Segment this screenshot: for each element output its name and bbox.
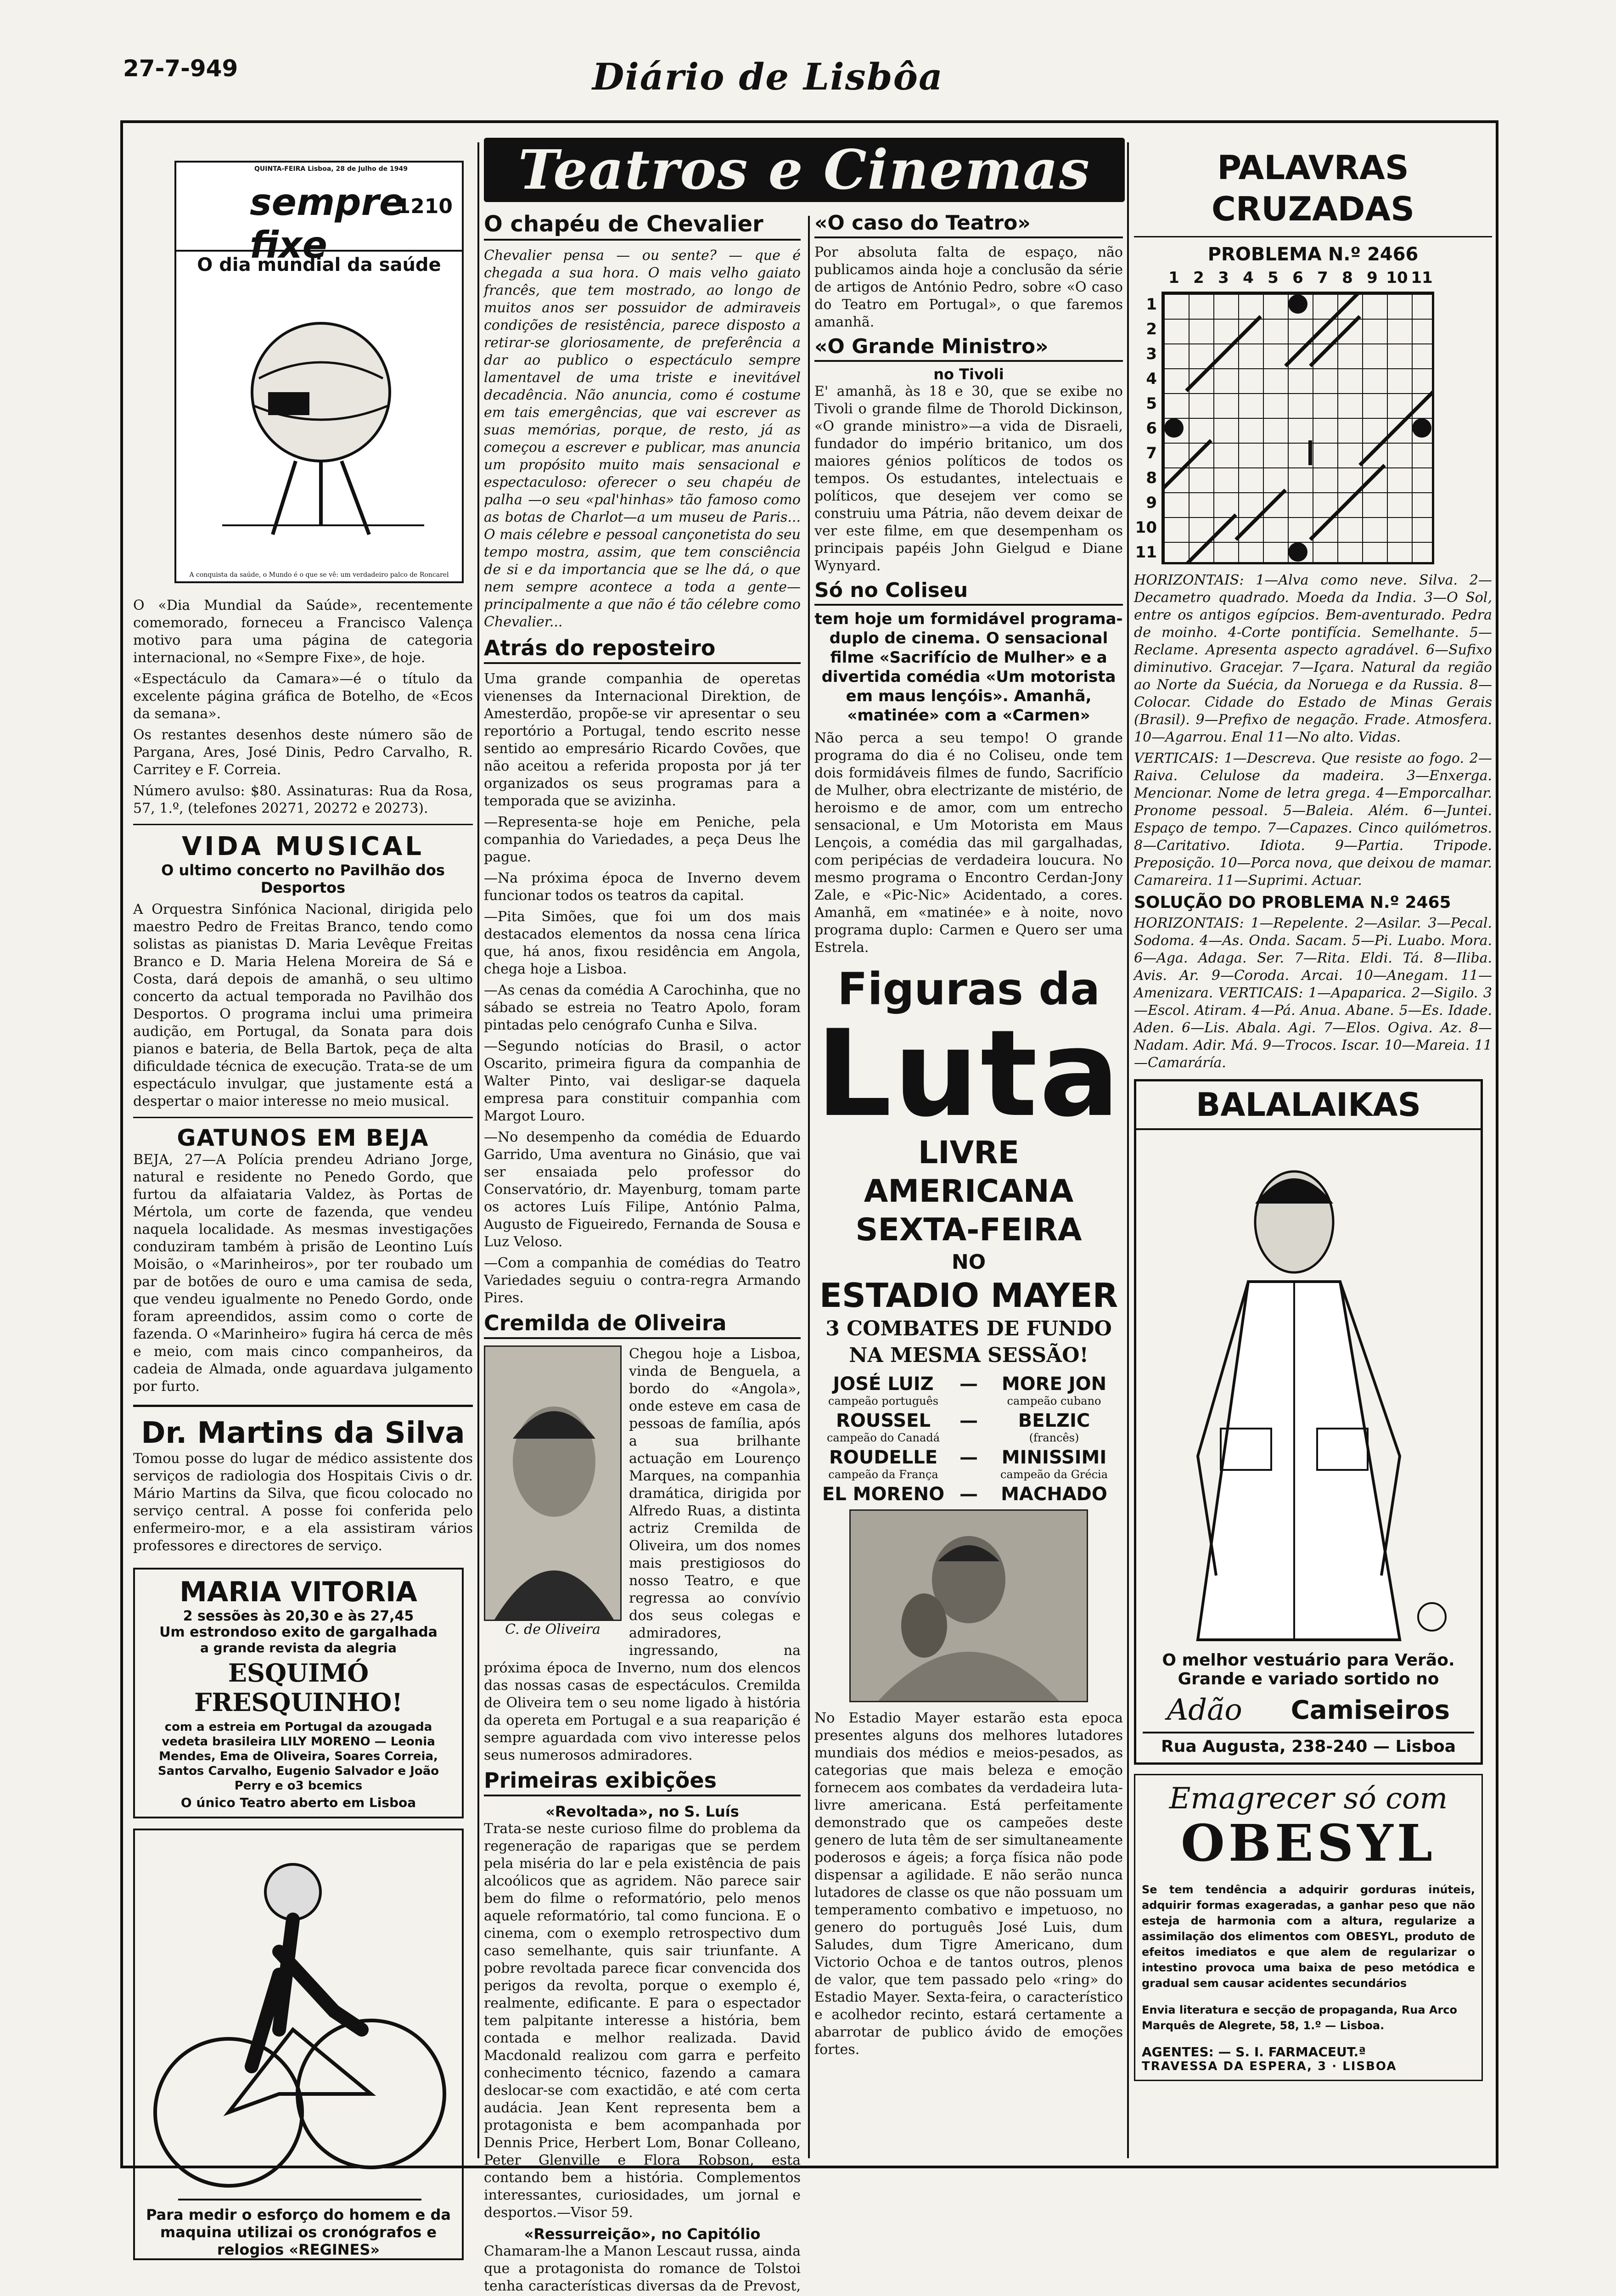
article-body: No Estadio Mayer estarão esta epoca presentes alguns dos melhores lutadores mundiais dos médios e meios-pesados, as categorias que mais beleza e emoção fornecem aos combates da verdadeira luta-livre americana. Está perfeitamente demonstrado que os campeões deste genero de luta têm de ser simultaneamente poderosos e ágeis; a força física não pode dispensar a agilidade. E não serão nunca lutadores de classe os que não possuam um temperamento combativo e impetuoso, no genero do português José Luis, dum Saludes, dum Tigre Americano, dum Victorio Ochoa e de tantos outros, plenos de valor, que tem passado pelo «ring» do Estadio Mayer. Sexta-feira, o característico e acolhedor recinto, estará certamente a abarrotar de publico ávido de emoções fortes. (814, 1710, 1123, 2058)
cartoon-date: QUINTA-FEIRA Lisboa, 28 de Julho de 1949 (254, 165, 408, 173)
ad-body: com a estreia em Portugal da azougada vedeta brasileira LILY MORENO — Leonia Mendes, Ema de Oliveira, Soares Correia, Santos Carvalho, Eugenio Salvador e João Perry e o3 bcemics (157, 1720, 439, 1793)
section-banner (484, 138, 1125, 202)
intro-paragraph: Número avulso: $80. Assinaturas: Rua da Rosa, 57, 1.º, (telefones 20271, 20272 e 20273). (133, 783, 473, 816)
article-body: Trata-se neste curioso filme do problema da regeneração de raparigas que se perdem pela miséria do lar e pela existência de pais alcoólicos que as agridem. Não parece sair bem do filme o reformatório, pelo menos aquele reformatório, tal como funciona. E o cinema, com o exemplo retrospectivo dum caso semelhante, quis sair triunfante. A pobre revoltada parece ficar convencida dos perigos da revolta, porque o exemplo é, realmente, edificante. E para o espectador tem palpitante interesse a história, bem contada e melhor realizada. David Macdonald realizou com garra e perfeito conhecimento técnico, fazendo a camara deslocar-se com exactidão, e até com certa audácia. Jean Kent representa bem a protagonista e bem acompanhada por Dennis Price, Herbert Lom, Bonar Colleano, Peter Glenville e Flora Robson, esta contando bem a história. Complementos interessantes, curiosidades, um jornal e desportos.—Visor 59. (484, 1821, 801, 2221)
crossword-black-cell (1412, 418, 1431, 438)
article-body: A Orquestra Sinfónica Nacional, dirigida pelo maestro Pedro de Freitas Branco, tendo como solistas as pianistas D. Maria Levêque Freitas Branco e D. Maria Helena Moreira de Sá e Costa, dará depois de amanhã, o seu ultimo concerto da actual temporada no Pavilhão dos Desportos. O programa inclui uma primeira audição, em Portugal, da Sonata para dois pianos e bateria, de Bella Bartok, peça de alta dificuldade técnica de execução. Trata-se de um espectáculo invulgar, que justamente está a despertar o maior interesse no meio musical. (133, 901, 473, 1109)
bout-row (814, 1447, 1123, 1481)
ad-script: Emagrecer só com (1169, 1782, 1448, 1816)
ad-line: O melhor vestuário para Verão. (1162, 1651, 1455, 1670)
ad-footer: O único Teatro aberto em Lisboa (180, 1795, 416, 1810)
fighter-title: campeão cubano (1007, 1395, 1101, 1407)
cartoon-issue: 1210 (396, 195, 453, 218)
ad-line: Figuras da (837, 963, 1100, 1015)
divider (133, 1405, 473, 1407)
fighter-name: BELZIC (1018, 1410, 1090, 1431)
portrait-caption: C. de Oliveira (505, 1621, 600, 1638)
article-headline: «O caso do Teatro» (814, 211, 1123, 238)
article-headline: Cremilda de Oliveira (484, 1311, 801, 1339)
ad-agents: AGENTES: — S. I. FARMACEUT.ª (1142, 2044, 1366, 2060)
solution-text: HORIZONTAIS: 1—Repelente. 2—Asilar. 3—Pecal. Sodoma. 4—As. Onda. Sacam. 5—Pi. Luabo. Mora. 6—Aga. Adaga. Ser. 7—Rita. Eldi. Tá. 8—Iliba. Avis. Ar. 9—Coroda. Arcai. 10—Anegam. 11—Amenizara. VERTICAIS: 1—Apaparica. 2—Sigilo. 3—Escol. Atiram. 4—Pá. Anua. Abane. 5—Es. Idade. Aden. 6—Lis. Abala. Agi. 7—Elos. Ogiva. Az. 8—Nadam. Adir. Má. 9—Trocos. Iscar. 10—Mareia. 11—Camaráría. (1134, 915, 1492, 1071)
bout-row (814, 1484, 1123, 1505)
cartoon-banner: O dia mundial da saúde (197, 254, 441, 276)
reposteiro-article (484, 636, 801, 1307)
crossword-column-number: 5 (1268, 269, 1279, 287)
ad-line: NA MESMA SESSÃO! (849, 1344, 1089, 1367)
crossword-row-number: 1 (1146, 295, 1157, 314)
crossword-row-number: 3 (1146, 345, 1157, 363)
primeiras-article (484, 1768, 801, 2296)
article-headline: Só no Coliseu (814, 579, 1123, 606)
ad-line: Um estrondoso exito de gargalhada (159, 1624, 438, 1640)
crossword-diagonal-block (1186, 316, 1261, 391)
film-headline: «Revoltada», no S. Luís (545, 1803, 739, 1820)
crossword-problem: PROBLEMA N.º 2466 (1207, 244, 1419, 265)
crossword-row-number: 2 (1146, 320, 1157, 338)
article-paragraph: —Na próxima época de Inverno devem funcionar todos os teatros da capital. (484, 870, 801, 904)
crossword-row-number: 9 (1146, 494, 1157, 512)
article-body: Chevalier pensa — ou sente? — que é chegada a sua hora. O mais velho gaiato francês, que tem mostrado, ao longo de muitos anos ser possuidor de admiraveis condições de resistência, parece disposto a retirar-se gloriosamente, de preferência a dar ao publico o espectáculo sempre lamentavel de uma triste e inevitável decadência. Não anuncia, como é costume em tais emergências, que vai escrever as suas memórias, porque, de resto, já as começou a escrever e publicar, mas anuncia um propósito muito mais sensacional e espectaculoso: oferecer o seu chapéu de palha —o seu «pal'hinhas» tão famoso como as botas de Charlot—a um museu de Paris... O mais célebre e pessoal cançonetista do seu tempo mostra, assim, que tem consciência de si e da importancia que se lhe dá, o que nem sempre acontece a toda a gente—principalmente a que não é tão célebre como Chevalier... (484, 248, 801, 630)
crossword-row-number: 11 (1135, 543, 1157, 562)
crossword-diagonal-block (1236, 490, 1285, 540)
column-2-left (484, 211, 801, 2296)
caso-article (814, 211, 1123, 331)
column-rule (1127, 142, 1129, 2158)
ministro-article (814, 335, 1123, 575)
globe-figure-illustration (204, 287, 438, 544)
article-body: Por absoluta falta de espaço, não publicamos ainda hoje a conclusão da série de artigos de António Pedro, sobre «O caso do Teatro em Portugal», o que faremos amanhã. (814, 244, 1123, 330)
crossword-row-number: 7 (1146, 444, 1157, 462)
crossword-column-number: 2 (1193, 269, 1204, 287)
ad-address: TRAVESSA DA ESPERA, 3 · LISBOA (1142, 2060, 1397, 2073)
crossword-black-cell (1288, 542, 1307, 562)
crossword-column-number: 11 (1411, 269, 1433, 287)
vs-dash: — (960, 1410, 978, 1431)
regines-ad (133, 1829, 464, 2260)
cyclist-illustration (141, 1837, 458, 2204)
ad-text: Para medir o esforço do homem e da maquina utilizai os cronógrafos e relogios «REGINES» (146, 2206, 451, 2258)
column-3 (814, 211, 1123, 2062)
article-paragraph: —Segundo notícias do Brasil, o actor Oscarito, primeira figura da companhia de Walter Pinto, vai desligar-se daquela empresa para constituir companhia com Margot Louro. (484, 1038, 801, 1124)
newspaper-title: Diário de Lisbôa (592, 55, 943, 98)
crossword-row-number: 4 (1146, 370, 1157, 388)
article-body: Não perca a seu tempo! O grande programa do dia é no Coliseu, onde tem dois formidáveis filmes de fundo, Sacrifício de Mulher, obra electrizante de mistério, de heroismo e de amor, com um entrecho sensacional, e Um Motorista em Maus Lençois, a comédia das mil gargalhadas, com peripécias de verdadeira loucura. No mesmo programa o Encontro Cerdan-Jony Zale, e «Pic-Nic» Acidentado, a cores. Amanhã, em «matinée» e à noite, novo programa duplo: Carmen e Quero ser uma Estrela. (814, 730, 1123, 956)
crossword-column-number: 4 (1243, 269, 1254, 287)
crossword-column-number: 6 (1292, 269, 1303, 287)
bout-row (814, 1410, 1123, 1444)
article-headline: GATUNOS EM BEJA (177, 1125, 429, 1151)
article-body: Tomou posse do lugar de médico assistente dos serviços de radiologia dos Hospitais Civis o dr. Mário Martins da Silva, que ficou colocado no serviço central. A posse foi conferida pelo enfermeiro-mor, e a ela assistiram vários professores e directores de serviço. (133, 1451, 473, 1554)
ad-address: Rua Augusta, 238-240 — Lisboa (1143, 1732, 1474, 1756)
fighter-name: ROUSSEL (836, 1410, 931, 1431)
cremilda-portrait (484, 1345, 622, 1621)
maria-vitoria-ad (133, 1568, 464, 1818)
crossword-diagonal-block (1310, 465, 1385, 540)
crossword-column-number: 7 (1317, 269, 1328, 287)
luta-livre-ad (814, 964, 1123, 2059)
fighter-name: MORE JON (1001, 1373, 1107, 1395)
article-paragraph: —Com a companhia de comédias do Teatro Variedades seguiu o contra-regra Armando Pires. (484, 1255, 801, 1306)
crossword-column-number: 3 (1218, 269, 1229, 287)
crossword-row-number: 5 (1146, 394, 1157, 413)
divider (1134, 236, 1492, 237)
divider (133, 824, 473, 825)
crossword-row-number: 6 (1146, 419, 1157, 438)
ad-line: Grande e variado sortido no (1178, 1670, 1439, 1688)
article-paragraph: —As cenas da comédia A Carochinha, que no sábado se estreia no Teatro Apolo, foram pintadas pelo cenógrafo Cunha e Silva. (484, 982, 801, 1033)
article-headline: «O Grande Ministro» (814, 335, 1123, 362)
fighter-name: MINISSIMI (1001, 1447, 1107, 1468)
man-in-jacket-illustration (1143, 1135, 1473, 1649)
wrestler-photo (849, 1509, 1088, 1702)
article-subheadline: no Tivoli (933, 366, 1004, 383)
article-body: Chamaram-lhe a Manon Lescaut russa, ainda que a protagonista do romance de Tolstoi tenha características diversas da de Prevost, (484, 2243, 801, 2294)
article-subheadline: O ultimo concerto no Pavilhão dos Desportos (161, 861, 445, 896)
article-paragraph: Uma grande companhia de operetas vienenses da Internacional Direktion, de Amesterdão, propõe-se vir apresentar o seu reportório a Portugal, tendo escrito nesse sentido ao empresário Ricardo Covões, que não aceitou a referida proposta por já ter organizados os seus programas para a temporada que se avizinha. (484, 671, 801, 809)
cremilda-article (484, 1311, 801, 1768)
article-paragraph: —Representa-se hoje em Peniche, pela companhia do Variedades, a peça Deus lhe pague. (484, 814, 801, 865)
crossword-black-cell (1164, 418, 1184, 438)
page-date: 27-7-949 (123, 55, 238, 82)
bout-list (814, 1373, 1123, 1505)
article-body: E' amanhã, às 18 e 30, que se exibe no Tivoli o grande filme de Thorold Dickinson, «O grande ministro»—a vida de Disraeli, fundador do império britanico, um dos maiores génios políticos de todos os tempos. Os estudantes, intelectuais e políticos, que desejem ver como se construiu uma Pátria, não devem deixar de ver este filme, em que desempenham os principais papéis John Gielgud e Diane Wynyard. (814, 383, 1123, 574)
ad-line: LIVRE AMERICANA (864, 1135, 1074, 1210)
intro-paragraph: «Espectáculo da Camara»—é o título da excelente página gráfica de Botelho, de «Ecos da semana». (133, 671, 473, 722)
column-1 (133, 138, 473, 2260)
vs-dash: — (960, 1447, 978, 1468)
crossword-diagonal-block (1186, 515, 1236, 564)
teatros-banner-text: Teatros e Cinemas (518, 138, 1091, 202)
sempre-fixe-intro (133, 597, 473, 817)
ad-title: MARIA VITORIA (180, 1576, 417, 1608)
ad-line: ESTADIO MAYER (819, 1276, 1118, 1315)
ad-title: BALALAIKAS (1136, 1081, 1481, 1130)
fighter-name: EL MORENO (822, 1484, 945, 1505)
crossword-black-cells (1162, 292, 1434, 564)
solution-title: SOLUÇÃO DO PROBLEMA N.º 2465 (1134, 893, 1451, 912)
article-paragraph: —Pita Simões, que foi um dos mais destacados elementos da nossa cena lírica que, há anos, fixou residência em Angola, chega hoje a Lisboa. (484, 909, 801, 977)
ad-show-title: ESQUIMÓ FRESQUINHO! (194, 1658, 403, 1717)
martins-article (133, 1416, 473, 1555)
cartoon-illustration (174, 161, 464, 583)
ad-big-word: Luta (815, 1005, 1122, 1143)
intro-paragraph: O «Dia Mundial da Saúde», recentemente comemorado, forneceu a Francisco Valença motivo para uma página de categoria internacional, no «Sempre Fixe», de hoje. (133, 597, 473, 666)
fighter-title: campeão português (828, 1395, 939, 1407)
article-headline: Atrás do reposteiro (484, 636, 801, 664)
article-body: BEJA, 27—A Polícia prendeu Adriano Jorge, natural e residente no Penedo Gordo, que furtou da alfaiataria Valdez, às Portas de Mértola, um corte de fazenda, que vendeu naquela localidade. As mesmas investigações conduziram também à prisão de Leontino Luís Moisão, o «Marinheiros», por ter roubado um par de botões de ouro e uma camisa de seda, que vendeu igualmente no Penedo Gordo, onde foram apreendidos, assim como o corte de fazenda. O «Marinheiro» fugira há cerca de mês e meio, com mais cinco companheiros, da cadeia de Almada, onde aguardava julgamento por furto. (133, 1152, 473, 1395)
vs-dash: — (960, 1484, 978, 1505)
crossword-section (1134, 147, 1492, 1072)
ad-times: 2 sessões às 20,30 e às 27,45 (183, 1608, 414, 1624)
crossword-row-number: 10 (1135, 518, 1157, 537)
crossword-column-number: 1 (1168, 269, 1179, 287)
ad-title: OBESYL (1181, 1813, 1436, 1873)
article-headline: VIDA MUSICAL (182, 832, 424, 861)
intro-paragraph: Os restantes desenhos deste número são de Pargana, Ares, José Dinis, Pedro Carvalho, R. Carritey e F. Correia. (133, 727, 473, 778)
fighter-title: campeão da França (828, 1468, 938, 1481)
fighter-name: JOSÉ LUIZ (833, 1373, 934, 1395)
ad-line: NO (951, 1250, 986, 1274)
chapeu-article (484, 211, 801, 631)
crossword-black-cell (1288, 294, 1307, 314)
crossword-column-number: 9 (1367, 269, 1378, 287)
ad-line: 3 COMBATES DE FUNDO (825, 1317, 1112, 1340)
bout-row (814, 1373, 1123, 1407)
ad-line: SEXTA-FEIRA (855, 1212, 1082, 1248)
article-headline: Dr. Martins da Silva (141, 1416, 465, 1450)
cartoon-masthead-word: sempre fixe (250, 181, 404, 266)
brand-script: Adão (1167, 1693, 1242, 1727)
portrait-block (484, 1345, 622, 1642)
fighter-title: campeão da Grécia (1000, 1468, 1108, 1481)
crossword-column-number: 10 (1386, 269, 1408, 287)
crossword-diagonal-block (1162, 440, 1211, 490)
crossword-row-number: 8 (1146, 469, 1157, 487)
ad-line: a grande revista da alegria (200, 1640, 397, 1655)
fighter-name: ROUDELLE (829, 1447, 938, 1468)
coliseu-article (814, 579, 1123, 957)
crossword-title: PALAVRAS CRUZADAS (1211, 148, 1415, 228)
article-headline: Primeiras exibições (484, 1768, 801, 1796)
vs-dash: — (960, 1373, 978, 1395)
crossword-verticais: VERTICAIS: 1—Descreva. Que resiste ao fogo. 2—Raiva. Celulose da madeira. 3—Enxerga. Mencionar. Nome de letra grega. 4—Emporcalhar. Pronome pessoal. 5—Baleia. Além. 6—Juntei. Espaço de tempo. 7—Capazes. Cinco quilómetros. 8—Caritativo. Idiota. 9—Partia. Tripode. Preposição. 10—Porca nova, que deixou de mamar. Camareira. 11—Suprimi. Actuar. (1134, 750, 1492, 889)
column-rule (477, 142, 479, 2158)
coliseu-lead: tem hoje um formidável programa-duplo de cinema. O sensacional filme «Sacrifício de Mulher» e a divertida comédia «Um motorista em maus lençóis». Amanhã, «matinée» com a «Carmen» (814, 610, 1123, 725)
fighter-name: MACHADO (1001, 1484, 1107, 1505)
article-headline: O chapéu de Chevalier (484, 211, 801, 241)
crossword-grid (1134, 269, 1483, 572)
ad-line: Envia literatura e secção de propaganda, Rua Arco Marquês de Alegrete, 58, 1.º — Lisboa. (1142, 2003, 1458, 2032)
brand-name: Camiseiros (1291, 1695, 1450, 1725)
fighter-title: (francês) (1029, 1431, 1079, 1444)
vida-musical-article (133, 832, 473, 1110)
column-rule (808, 216, 810, 2158)
article-body: Chegou hoje a Lisboa, vinda de Benguela, a bordo do «Angola», onde esteve em casa de pessoas de família, após a sua brilhante actuação em Lourenço Marques, na companhia dramática, dirigida por Alfredo Ruas, a distinta actriz Cremilda de Oliveira, um dos nomes mais prestigiosos do nosso Teatro, e que regressa ao convívio dos seus colegas e admiradores, ingressando, na próxima época de Inverno, num dos elencos das nossas casas de espectáculos. Cremilda de Oliveira tem o seu nome ligado à história da opereta em Portugal e a sua reaparição é sempre aguardada com vivo interesse pelos seus numerosos admiradores. (484, 1346, 801, 1763)
ad-body: Se tem tendência a adquirir gorduras inúteis, adquirir formas exageradas, a ganhar peso que não esteja de harmonia com a altura, regularize a assimilação dos elimentos com OBESYL, produto de efeitos imediatos e que alem de regularizar o intestino provoca uma baixa de peso metódica e gradual sem causar acidentes secundários (1142, 1883, 1475, 1990)
obesyl-ad (1134, 1774, 1483, 2081)
article-paragraph: —No desempenho da comédia de Eduardo Garrido, Uma aventura no Ginásio, que vai ser ensaiada pelo professor do Conservatório, dr. Mayenburg, tomam parte os actores Luís Filipe, António Palma, Augusto de Figueiredo, Fernanda de Sousa e Luz Veloso. (484, 1129, 801, 1250)
gatunos-article (133, 1125, 473, 1396)
film-headline: «Ressurreição», no Capitólio (524, 2225, 761, 2243)
crossword-horizontais: HORIZONTAIS: 1—Alva como neve. Silva. 2—Decametro quadrado. Moeda da India. 3—O Sol, entre os antigos egípcios. Bem-aventurado. Pedra de moinho. 4-Corte pontifícia. Semelhante. 5—Reclame. Apresenta aspecto agradável. 6—Sufixo diminutivo. Gracejar. 7—Içara. Natural da região ao Norte da Suécia, da Noruega e da Russia. 8—Colocar. Cidade do Estado de Minas Gerais (Brasil). 9—Prefixo de negação. Frade. Atmosfera. 10—Agarrou. Enal 11—No alto. Vidas. (1134, 572, 1492, 745)
column-2 (484, 138, 1127, 202)
crossword-column-number: 8 (1342, 269, 1353, 287)
column-4 (1134, 138, 1492, 2081)
fighter-title: campeão do Canadá (826, 1431, 940, 1444)
divider (133, 1117, 473, 1118)
balalaikas-ad (1134, 1079, 1483, 1765)
cartoon-caption: A conquista da saúde, o Mundo é o que se vê: um verdadeiro palco de Roncarel (189, 571, 449, 579)
crossword-diagonal-block (1310, 316, 1360, 366)
